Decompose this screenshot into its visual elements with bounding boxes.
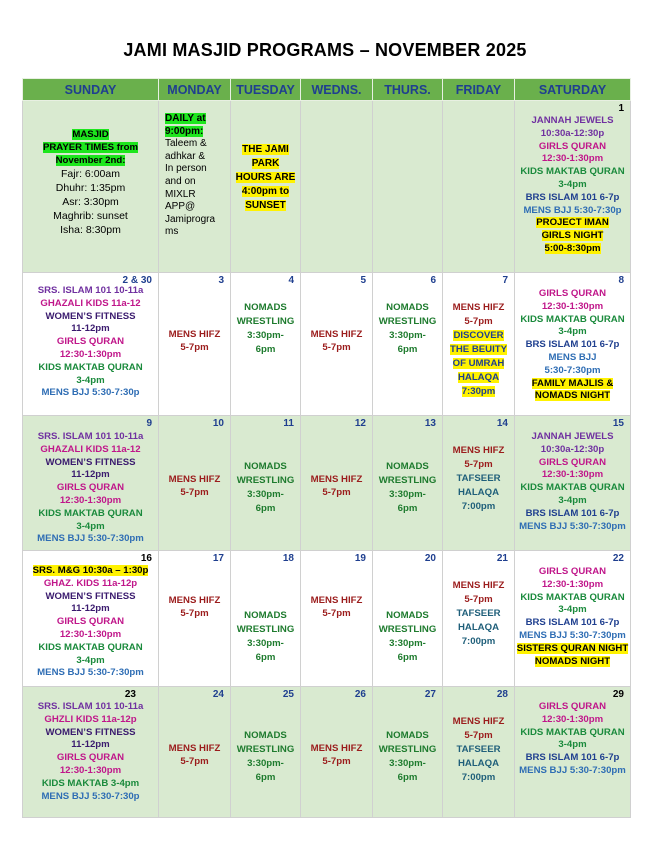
- event-womens-fitness: WOMEN’S FITNESS: [45, 726, 136, 738]
- event-tafseer-halaqa: HALAQA: [457, 487, 500, 498]
- date-number: 28: [496, 689, 508, 700]
- event-kids-maktab: KIDS MAKTAB QURAN: [520, 313, 625, 325]
- event-ghazali-kids: GHAZ. KIDS 11a-12p: [43, 577, 138, 589]
- event-time: 5-7pm: [322, 486, 351, 498]
- event-kids-maktab: KIDS MAKTAB QURAN: [38, 361, 143, 373]
- event-mens-bjj: MENS BJJ 5:30-7:30pm: [37, 667, 144, 679]
- event-time: 3:30pm-: [247, 330, 284, 341]
- daily-text: and on: [165, 175, 196, 187]
- day-cell-thu-w4: [373, 551, 443, 687]
- date-number: 4: [288, 275, 294, 286]
- event-time: 3:30pm-: [247, 758, 284, 769]
- event-girls-quran: GIRLS QURAN: [56, 616, 125, 628]
- event-time: 6pm: [397, 344, 418, 355]
- day-cell-sun-w3: [23, 416, 159, 551]
- event-girls-quran: GIRLS QURAN: [538, 456, 607, 468]
- event-time: 7:30pm: [461, 386, 496, 397]
- date-number: 21: [496, 553, 508, 564]
- daily-text: ms: [165, 226, 179, 238]
- week-row-2: [23, 273, 631, 416]
- prayer-heading: MASJID: [72, 129, 109, 140]
- event-mens-hifz: MENS HIFZ: [168, 595, 221, 606]
- event-time: 3-4pm: [558, 604, 587, 616]
- event-brs-islam: BRS ISLAM 101 6-7p: [525, 191, 620, 203]
- date-number: 27: [424, 689, 436, 700]
- event-girls-quran: GIRLS QURAN: [538, 701, 607, 712]
- event-time: 10:30a-12:30p: [540, 127, 605, 139]
- week-row-5: [23, 687, 631, 818]
- event-time: 5:30-7:30pm: [544, 364, 601, 376]
- prayer-maghrib: Maghrib: sunset: [53, 210, 128, 223]
- day-cell-fri-w1: [443, 101, 515, 273]
- event-brs-islam: BRS ISLAM 101 6-7p: [525, 339, 620, 351]
- event-nomads-wrestling: NOMADS: [386, 302, 429, 313]
- event-time: 3-4pm: [558, 178, 587, 190]
- day-cell-fri-w4: [443, 551, 515, 687]
- day-cell-tue-w2: [231, 273, 301, 416]
- event-brs-islam: BRS ISLAM 101 6-7p: [525, 617, 620, 629]
- week-row-4: [23, 551, 631, 687]
- event-girls-quran: GIRLS QURAN: [538, 566, 607, 577]
- event-umrah-halaqa: HALAQA: [457, 372, 500, 383]
- event-time: 5-7pm: [322, 755, 351, 767]
- date-number: 10: [212, 418, 224, 429]
- header-tuesday: TUESDAY: [231, 79, 301, 101]
- event-time: 12:30-1:30pm: [541, 469, 604, 481]
- day-cell-sat-w4: [515, 551, 631, 687]
- date-number: 29: [612, 689, 624, 700]
- event-time: 3:30pm-: [389, 638, 426, 649]
- event-time: 11-12pm: [71, 739, 110, 751]
- event-time: 12:30-1:30pm: [541, 578, 604, 590]
- date-number: 20: [424, 553, 436, 564]
- day-header-row: [23, 79, 631, 101]
- event-nomads-night: NOMADS NIGHT: [534, 655, 611, 667]
- daily-heading: DAILY at: [165, 113, 206, 124]
- prayer-isha: Isha: 8:30pm: [60, 224, 121, 237]
- event-time: 6pm: [397, 503, 418, 514]
- event-time: 12:30-1:30pm: [59, 494, 122, 506]
- event-umrah-halaqa: THE BEUITY: [449, 344, 508, 355]
- event-srs-islam: SRS. ISLAM 101 10-11a: [37, 431, 144, 442]
- day-cell-sun-w2: [23, 273, 159, 416]
- week-row-1: [23, 101, 631, 273]
- event-mens-hifz: MENS HIFZ: [452, 580, 505, 591]
- event-mens-hifz: MENS HIFZ: [310, 743, 363, 754]
- event-time: 5-7pm: [322, 341, 351, 353]
- event-mens-hifz: MENS HIFZ: [310, 474, 363, 485]
- day-cell-mon-w3: [159, 416, 231, 551]
- day-cell-tue-w5: [231, 687, 301, 818]
- day-cell-thu-w1: [373, 101, 443, 273]
- date-number: 13: [424, 418, 436, 429]
- event-time: 6pm: [255, 652, 276, 663]
- event-mens-bjj: MENS BJJ 5:30-7:30pm: [519, 520, 626, 532]
- event-time: 12:30-1:30pm: [59, 628, 122, 640]
- event-time: 10:30a-12:30p: [540, 443, 605, 455]
- header-wednesday: WEDNS.: [301, 79, 373, 101]
- event-mens-hifz: MENS HIFZ: [310, 595, 363, 606]
- prayer-heading: PRAYER TIMES from: [42, 141, 139, 153]
- event-time: 12:30-1:30pm: [541, 713, 604, 725]
- day-cell-wed-w5: [301, 687, 373, 818]
- event-nomads-wrestling: WRESTLING: [378, 624, 437, 635]
- day-cell-fri-w3: [443, 416, 515, 551]
- event-nomads-wrestling: WRESTLING: [378, 316, 437, 327]
- event-kids-maktab: KIDS MAKTAB QURAN: [520, 726, 625, 738]
- day-cell-tue-w3: [231, 416, 301, 551]
- event-mens-bjj: MENS BJJ 5:30-7:30p: [41, 387, 140, 399]
- event-nomads-wrestling: NOMADS: [244, 302, 287, 313]
- date-number: 25: [282, 689, 294, 700]
- date-number: 22: [612, 553, 624, 564]
- event-time: 5-7pm: [464, 730, 493, 741]
- event-time: 3-4pm: [558, 494, 587, 506]
- event-nomads-wrestling: NOMADS: [244, 461, 287, 472]
- date-number: 17: [212, 553, 224, 564]
- event-womens-fitness: WOMEN’S FITNESS: [45, 456, 136, 468]
- day-cell-mon-w5: [159, 687, 231, 818]
- event-time: 5-7pm: [180, 755, 209, 767]
- prayer-heading: November 2nd:: [55, 154, 126, 166]
- event-mens-bjj: MENS BJJ 5:30-7:30pm: [519, 629, 626, 641]
- event-mens-hifz: MENS HIFZ: [452, 716, 505, 727]
- event-time: 6pm: [255, 772, 276, 783]
- day-cell-wed-w1: [301, 101, 373, 273]
- header-thursday: THURS.: [373, 79, 443, 101]
- event-mens-bjj: MENS BJJ 5:30-7:30p: [41, 790, 140, 802]
- daily-text: Jamiprogra: [165, 213, 216, 225]
- event-time: 12:30-1:30pm: [541, 300, 604, 312]
- event-time: 5-7pm: [464, 459, 493, 470]
- page-title: JAMI MASJID PROGRAMS – NOVEMBER 2025: [123, 40, 527, 60]
- event-jannah-jewels: JANNAH JEWELS: [531, 115, 614, 126]
- day-cell-tue-w4: [231, 551, 301, 687]
- prayer-asr: Asr: 3:30pm: [62, 196, 119, 209]
- event-girls-quran: GIRLS QURAN: [56, 336, 125, 348]
- event-time: 12:30-1:30pm: [541, 153, 604, 165]
- day-cell-wed-w3: [301, 416, 373, 551]
- event-nomads-wrestling: NOMADS: [386, 461, 429, 472]
- park-hours-text: HOURS ARE: [235, 172, 296, 183]
- date-number: 26: [354, 689, 366, 700]
- event-nomads-wrestling: WRESTLING: [236, 624, 295, 635]
- event-mens-bjj: MENS BJJ: [548, 351, 597, 363]
- event-mens-hifz: MENS HIFZ: [310, 329, 363, 340]
- date-number: 2 & 30: [122, 275, 152, 286]
- prayer-dhuhr: Dhuhr: 1:35pm: [55, 182, 126, 195]
- day-cell-sat-w5: [515, 687, 631, 818]
- event-mens-hifz: MENS HIFZ: [168, 474, 221, 485]
- event-kids-maktab: KIDS MAKTAB 3-4pm: [41, 777, 140, 789]
- daily-taleem: [159, 101, 230, 239]
- event-time: 3:30pm-: [389, 758, 426, 769]
- event-tafseer-halaqa: HALAQA: [457, 758, 500, 769]
- daily-text: MIXLR: [165, 188, 196, 200]
- event-time: 3:30pm-: [389, 330, 426, 341]
- date-number: 19: [354, 553, 366, 564]
- event-time: 3:30pm-: [247, 638, 284, 649]
- date-number: 5: [360, 275, 366, 286]
- day-cell-mon-w1: [159, 101, 231, 273]
- event-mens-bjj: MENS BJJ 5:30-7:30p: [523, 204, 622, 216]
- event-mens-bjj: MENS BJJ 5:30-7:30pm: [519, 764, 626, 776]
- event-kids-maktab: KIDS MAKTAB QURAN: [38, 507, 143, 519]
- event-nomads-wrestling: WRESTLING: [236, 475, 295, 486]
- event-time: 11-12pm: [71, 323, 110, 335]
- event-time: 3-4pm: [76, 520, 105, 532]
- week-row-3: [23, 416, 631, 551]
- event-time: 6pm: [397, 772, 418, 783]
- event-girls-quran: GIRLS QURAN: [56, 482, 125, 494]
- event-kids-maktab: KIDS MAKTAB QURAN: [520, 591, 625, 603]
- date-number: 15: [612, 418, 624, 429]
- park-hours: [231, 101, 300, 213]
- date-number: 7: [502, 275, 508, 286]
- event-nomads-wrestling: NOMADS: [386, 610, 429, 621]
- day-cell-mon-w2: [159, 273, 231, 416]
- event-project-iman: PROJECT IMAN: [536, 217, 609, 229]
- event-mens-hifz: MENS HIFZ: [452, 445, 505, 456]
- event-family-majlis: FAMILY MAJLIS &: [531, 377, 614, 389]
- event-time: 3:30pm-: [389, 489, 426, 500]
- event-time: 5-7pm: [180, 607, 209, 619]
- event-srs-islam: SRS. ISLAM 101 10-11a: [37, 701, 144, 712]
- event-time: 7:00pm: [461, 636, 496, 647]
- daily-heading: 9:00pm:: [165, 125, 204, 137]
- event-time: 7:00pm: [461, 501, 496, 512]
- event-time: 3-4pm: [76, 374, 105, 386]
- event-jannah-jewels: JANNAH JEWELS: [531, 431, 614, 442]
- event-umrah-halaqa: OF UMRAH: [452, 358, 505, 369]
- event-time: 6pm: [255, 344, 276, 355]
- event-time: 12:30-1:30pm: [59, 764, 122, 776]
- event-tafseer-halaqa: HALAQA: [457, 622, 500, 633]
- event-time: 12:30-1:30pm: [59, 348, 122, 360]
- day-cell-sat-w2: [515, 273, 631, 416]
- daily-text: Taleem &: [165, 138, 207, 150]
- day-cell-sun-w4: [23, 551, 159, 687]
- day-cell-sun-w1: [23, 101, 159, 273]
- date-number: 3: [218, 275, 224, 286]
- prayer-times: [23, 101, 158, 237]
- header-friday: FRIDAY: [443, 79, 515, 101]
- daily-text: APP@: [165, 201, 196, 213]
- event-time: 5-7pm: [322, 607, 351, 619]
- event-mens-hifz: MENS HIFZ: [452, 302, 505, 313]
- day-cell-sun-w5: [23, 687, 159, 818]
- event-time: 5:00-8:30pm: [544, 242, 601, 254]
- event-ghazali-kids: GHAZALI KIDS 11a-12: [40, 297, 141, 309]
- date-number: 23: [124, 689, 136, 700]
- day-cell-tue-w1: [231, 101, 301, 273]
- event-ghazali-kids: GHZLI KIDS 11a-12p: [44, 713, 137, 725]
- event-womens-fitness: WOMEN’S FITNESS: [45, 590, 136, 602]
- day-cell-fri-w2: [443, 273, 515, 416]
- event-mens-hifz: MENS HIFZ: [168, 329, 221, 340]
- event-family-majlis: NOMADS NIGHT: [534, 390, 611, 402]
- event-nomads-wrestling: WRESTLING: [378, 475, 437, 486]
- header-sunday: SUNDAY: [23, 79, 159, 101]
- event-tafseer-halaqa: TAFSEER: [456, 473, 501, 484]
- day-cell-wed-w2: [301, 273, 373, 416]
- event-time: 11-12pm: [71, 469, 110, 481]
- event-tafseer-halaqa: TAFSEER: [456, 608, 501, 619]
- day-cell-fri-w5: [443, 687, 515, 818]
- park-hours-text: SUNSET: [245, 200, 286, 211]
- date-number: 18: [282, 553, 294, 564]
- date-number: 6: [430, 275, 436, 286]
- event-time: 5-7pm: [464, 316, 493, 327]
- day-cell-mon-w4: [159, 551, 231, 687]
- event-nomads-wrestling: WRESTLING: [378, 744, 437, 755]
- event-kids-maktab: KIDS MAKTAB QURAN: [520, 482, 625, 494]
- event-time: 7:00pm: [461, 772, 496, 783]
- event-srs-mg: SRS. M&G 10:30a – 1:30p: [32, 565, 149, 576]
- event-kids-maktab: KIDS MAKTAB QURAN: [38, 641, 143, 653]
- event-mens-bjj: MENS BJJ 5:30-7:30pm: [37, 533, 144, 545]
- event-time: 3-4pm: [558, 326, 587, 338]
- date-number: 14: [496, 418, 508, 429]
- park-hours-text: THE JAMI: [242, 144, 289, 155]
- event-sisters-quran-night: SISTERS QURAN NIGHT: [516, 642, 629, 654]
- event-nomads-wrestling: NOMADS: [386, 730, 429, 741]
- date-number: 12: [354, 418, 366, 429]
- date-number: 11: [283, 418, 294, 429]
- event-kids-maktab: KIDS MAKTAB QURAN: [520, 166, 625, 178]
- event-time: 3:30pm-: [247, 489, 284, 500]
- date-number: 24: [212, 689, 224, 700]
- day-cell-thu-w5: [373, 687, 443, 818]
- event-brs-islam: BRS ISLAM 101 6-7p: [525, 752, 620, 764]
- event-srs-islam: SRS. ISLAM 101 10-11a: [37, 285, 144, 296]
- event-girls-quran: GIRLS QURAN: [538, 288, 607, 299]
- day-cell-thu-w2: [373, 273, 443, 416]
- event-time: 11-12pm: [71, 603, 110, 615]
- event-ghazali-kids: GHAZALI KIDS 11a-12: [40, 443, 141, 455]
- event-time: 6pm: [255, 503, 276, 514]
- event-umrah-halaqa: DISCOVER: [453, 330, 504, 341]
- event-girls-quran: GIRLS QURAN: [538, 140, 607, 152]
- date-number: 9: [146, 418, 152, 429]
- daily-text: In person: [165, 163, 207, 175]
- event-tafseer-halaqa: TAFSEER: [456, 744, 501, 755]
- date-number: 16: [140, 553, 152, 564]
- day-cell-sat-w1: [515, 101, 631, 273]
- event-nomads-wrestling: WRESTLING: [236, 744, 295, 755]
- date-number: 1: [618, 103, 624, 114]
- park-hours-text: 4:00pm to: [241, 186, 290, 197]
- event-mens-hifz: MENS HIFZ: [168, 743, 221, 754]
- event-time: 3-4pm: [558, 739, 587, 751]
- event-time: 3-4pm: [76, 654, 105, 666]
- park-hours-text: PARK: [251, 158, 280, 169]
- event-nomads-wrestling: NOMADS: [244, 610, 287, 621]
- day-cell-thu-w3: [373, 416, 443, 551]
- header-saturday: SATURDAY: [515, 79, 631, 101]
- day-cell-sat-w3: [515, 416, 631, 551]
- event-brs-islam: BRS ISLAM 101 6-7p: [525, 507, 620, 519]
- event-womens-fitness: WOMEN’S FITNESS: [45, 310, 136, 322]
- calendar-table: [22, 78, 631, 818]
- event-time: 5-7pm: [180, 486, 209, 498]
- event-nomads-wrestling: WRESTLING: [236, 316, 295, 327]
- day-cell-wed-w4: [301, 551, 373, 687]
- event-nomads-wrestling: NOMADS: [244, 730, 287, 741]
- header-monday: MONDAY: [159, 79, 231, 101]
- date-number: 8: [618, 275, 624, 286]
- event-girls-quran: GIRLS QURAN: [56, 752, 125, 764]
- prayer-fajr: Fajr: 6:00am: [61, 168, 120, 181]
- event-time: 5-7pm: [180, 341, 209, 353]
- daily-text: adhkar &: [165, 150, 206, 162]
- event-time: 6pm: [397, 652, 418, 663]
- event-project-iman: GIRLS NIGHT: [541, 230, 604, 242]
- event-time: 5-7pm: [464, 594, 493, 605]
